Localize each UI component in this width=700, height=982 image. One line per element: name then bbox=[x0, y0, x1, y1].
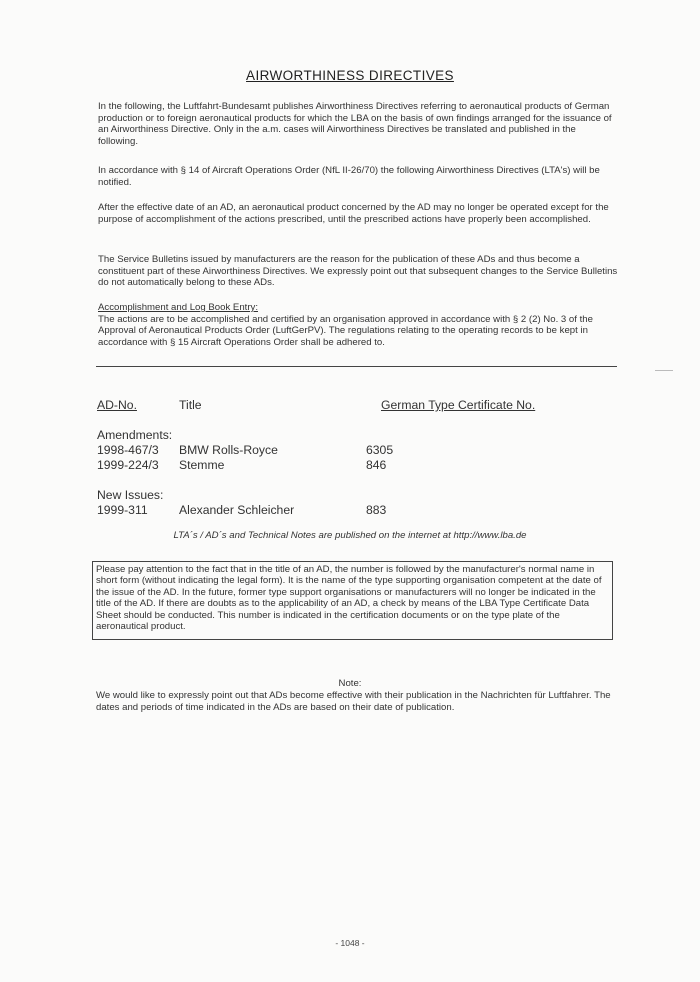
ad-title: BMW Rolls-Royce bbox=[179, 443, 278, 457]
ad-title: Alexander Schleicher bbox=[179, 503, 295, 517]
group-label-new-issues: New Issues: bbox=[97, 488, 164, 502]
note-text: We would like to expressly point out that ADs become effective with their publication in the Nachrichten für Luftfahrer. The dates and periods of time indicated in the ADs are based on their date of publication. bbox=[96, 690, 611, 713]
ad-title: Stemme bbox=[179, 458, 225, 472]
type-cert-number: 846 bbox=[366, 458, 387, 472]
header-title: Title bbox=[179, 398, 202, 412]
intro-paragraph-4: The Service Bulletins issued by manufacturers are the reason for the publication of these ADs and thus become a constituent part of these Airworthiness Directives. We expressly point out that subsequent changes to the Service Bulletins do not automatically belong to these ADs. bbox=[98, 254, 618, 289]
type-cert-number: 883 bbox=[366, 503, 387, 517]
type-cert-number: 6305 bbox=[366, 443, 394, 457]
group-label-amendments: Amendments: bbox=[97, 428, 173, 442]
ad-number: 1998-467/3 bbox=[97, 443, 159, 457]
notice-box bbox=[92, 561, 613, 640]
header-ad-no: AD-No. bbox=[97, 398, 137, 412]
accomplishment-text: The actions are to be accomplished and certified by an organisation approved in accordance with § 2 (2) No. 3 of the Approval of Aeronautical Products Order (LuftGerPV). The regulations relating to the operating records to be kept in accordance with § 15 Aircraft Operations Order shall be adhered to. bbox=[98, 313, 593, 348]
accomplishment-section bbox=[98, 302, 618, 348]
page-number: - 1048 - bbox=[335, 938, 365, 948]
note-label: Note: bbox=[338, 678, 362, 689]
section-divider bbox=[96, 366, 617, 367]
internet-note: LTA´s / AD´s and Technical Notes are published on the internet at http://www.lba.de bbox=[173, 530, 527, 541]
intro-paragraph-2: In accordance with § 14 of Aircraft Operations Order (NfL II-26/70) the following Airworthiness Directives (LTA's) will be notified. bbox=[98, 165, 600, 188]
header-type-cert: German Type Certificate No. bbox=[381, 398, 536, 412]
accomplishment-heading: Accomplishment and Log Book Entry: bbox=[98, 302, 258, 313]
page-title: AIRWORTHINESS DIRECTIVES bbox=[246, 68, 454, 83]
intro-paragraph-1: In the following, the Luftfahrt-Bundesamt publishes Airworthiness Directives referring to aeronautical products of German production or to foreign aeronautical products for which the LBA on the basis of own findings arranged for the issuance of an Airworthiness Directive. Only in the a.m. cases will Airworthiness Directives be translated and published in the following. bbox=[98, 101, 612, 147]
ad-number: 1999-224/3 bbox=[97, 458, 159, 472]
scan-mark bbox=[655, 370, 673, 371]
intro-paragraph-3: After the effective date of an AD, an aeronautical product concerned by the AD may no longer be operated except for the purpose of accomplishment of the actions prescribed, until the prescribed actions have properly been accomplished. bbox=[98, 202, 609, 225]
notice-box-text: Please pay attention to the fact that in the title of an AD, the number is followed by the manufacturer's normal name in short form (without indicating the legal form). It is the name of the type supporting organisation competent at the date of the issue of the AD. In the future, former type support organisations or manufacturers will no longer be indicated in the title of the AD. If there are doubts as to the applicability of an AD, a check by means of the LBA Type Certificate Data Sheet should be conducted. This number is indicated in the certification documents or on the type plate of the aeronautical product. bbox=[96, 564, 602, 633]
ad-number: 1999-311 bbox=[97, 503, 148, 517]
